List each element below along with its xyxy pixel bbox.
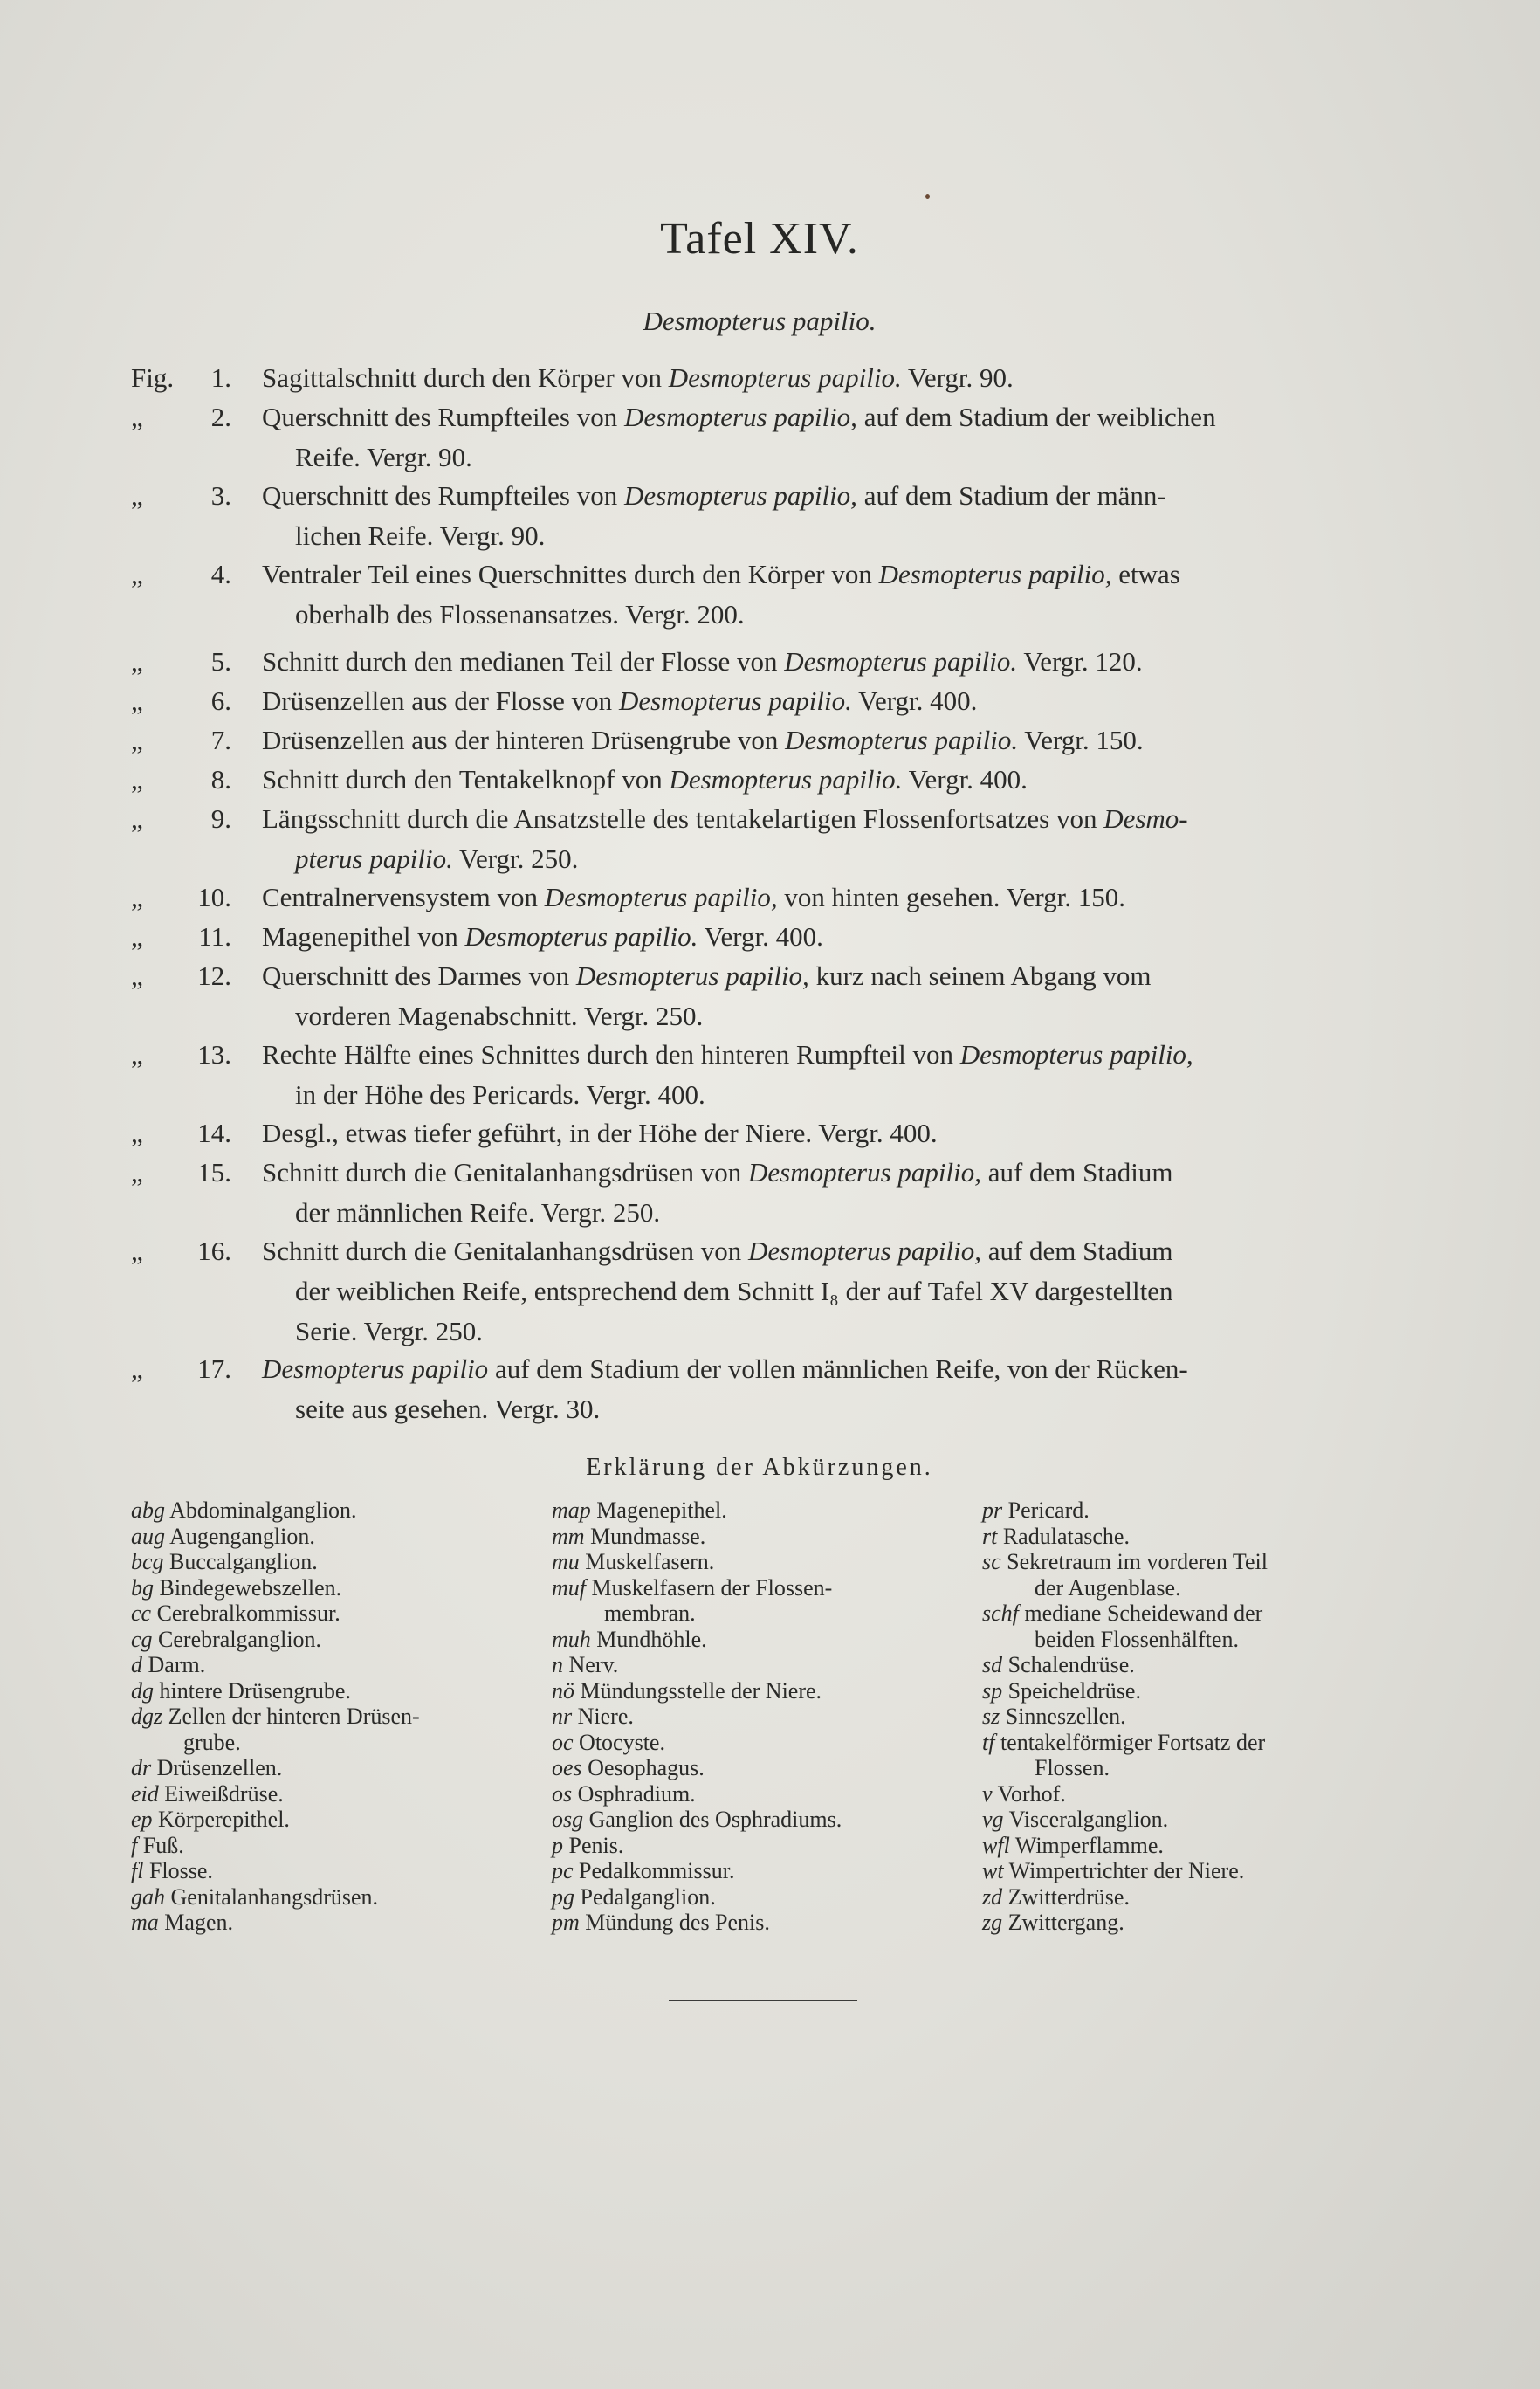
description-text: Vergr. 90. <box>901 362 1014 393</box>
abbreviation-entry <box>131 1601 541 1627</box>
abbreviation-meaning: Pedalkommissur. <box>579 1858 735 1883</box>
abbreviation-entry <box>552 1678 971 1704</box>
species-name: Desmopterus papilio, <box>544 882 778 912</box>
abbreviation-meaning: Flosse. <box>148 1858 213 1883</box>
figure-description-line <box>262 839 1401 879</box>
abbreviation-meaning: Otocyste. <box>579 1729 665 1755</box>
abbreviation-entry <box>131 1524 541 1550</box>
abbreviation-entry <box>552 1858 971 1884</box>
abbreviation-entry <box>552 1884 971 1911</box>
abbreviation-meaning: Magen. <box>164 1910 233 1935</box>
abbreviation-key: pc <box>552 1858 574 1883</box>
figure-description <box>262 642 1401 682</box>
description-text: Magenepithel von <box>262 921 465 952</box>
abbreviation-key: mu <box>552 1549 580 1574</box>
abbreviation-meaning: tentakelförmiger Fortsatz der <box>1000 1729 1266 1755</box>
abbreviation-entry <box>131 1858 541 1884</box>
abbreviation-meaning: Mundmasse. <box>590 1523 706 1549</box>
figure-prefix: „ <box>131 685 143 716</box>
description-text: auf dem Stadium <box>980 1236 1173 1266</box>
abbreviation-entry <box>982 1833 1406 1859</box>
abbreviation-key: cc <box>131 1601 152 1626</box>
figure-description-line <box>262 516 1401 556</box>
abbreviation-key: ep <box>131 1807 153 1832</box>
description-text: Querschnitt des Rumpfteiles von <box>262 402 624 432</box>
figure-number: 13. <box>197 1039 231 1070</box>
abbreviation-entry <box>552 1524 971 1550</box>
description-text: seite aus gesehen. Vergr. 30. <box>295 1394 601 1424</box>
figure-description-line <box>262 681 1401 721</box>
abbreviation-meaning-continued: beiden Flossenhälften. <box>1035 1626 1239 1652</box>
abbreviation-meaning: Fuß. <box>142 1832 184 1858</box>
abbreviation-meaning-continued: Flossen. <box>1035 1755 1110 1780</box>
figure-description <box>262 956 1401 1036</box>
figure-number: 6. <box>210 685 231 716</box>
abbreviations-column-3 <box>982 1497 1406 1936</box>
abbreviation-meaning: Augenganglion. <box>169 1523 315 1549</box>
abbreviation-key: zg <box>982 1910 1003 1935</box>
abbreviation-meaning: Muskelfasern der Flossen- <box>591 1574 833 1601</box>
abbreviation-meaning: Darm. <box>148 1652 206 1677</box>
figure-description-line <box>262 1271 1401 1312</box>
abbreviation-key: eid <box>131 1780 159 1807</box>
abbreviation-key: cg <box>131 1626 153 1652</box>
description-text: Drüsenzellen aus der hinteren Drüsengrube von <box>262 725 786 755</box>
figure-number: 10. <box>197 882 231 912</box>
figure-description <box>262 760 1401 800</box>
abbreviation-meaning: Penis. <box>568 1832 624 1858</box>
abbreviation-entry <box>131 1755 541 1781</box>
figure-description-line <box>262 437 1401 478</box>
figure-description <box>262 720 1401 761</box>
figure-prefix: „ <box>131 764 143 795</box>
description-text: auf dem Stadium der vollen männlichen Reife, von der Rücken- <box>488 1353 1188 1384</box>
abbreviation-meaning-continued: membran. <box>604 1601 696 1626</box>
abbreviation-entry <box>982 1781 1406 1807</box>
description-text: Reife. Vergr. 90. <box>295 442 472 472</box>
abbreviation-key: sd <box>982 1652 1003 1677</box>
figure-number: 16. <box>197 1236 231 1266</box>
abbreviation-key: map <box>552 1497 591 1523</box>
abbreviation-meaning: Abdominalganglion. <box>169 1497 357 1523</box>
abbreviation-meaning: Cerebralganglion. <box>158 1626 322 1652</box>
figure-number: 15. <box>197 1157 231 1188</box>
abbreviation-entry <box>982 1910 1406 1936</box>
abbreviation-meaning: Buccalganglion. <box>169 1549 318 1574</box>
figure-description-line <box>262 642 1401 682</box>
abbreviation-entry <box>552 1652 971 1678</box>
abbreviation-entry <box>982 1652 1406 1678</box>
abbreviation-entry <box>131 1678 541 1704</box>
figure-description <box>262 1035 1401 1115</box>
abbreviation-entry <box>131 1807 541 1833</box>
abbreviation-key: dg <box>131 1677 154 1704</box>
figure-number: 7. <box>210 725 231 755</box>
abbreviation-meaning: Bindegewebszellen. <box>159 1574 342 1601</box>
abbreviation-key: muh <box>552 1626 591 1652</box>
figure-prefix: „ <box>131 1353 143 1384</box>
abbreviation-key: pg <box>552 1883 574 1910</box>
abbreviation-meaning: Pedalganglion. <box>580 1883 716 1910</box>
abbreviation-entry <box>552 1755 971 1781</box>
abbreviation-meaning: Pericard. <box>1007 1497 1090 1523</box>
abbreviation-key: aug <box>131 1523 165 1549</box>
figure-prefix: „ <box>131 1157 143 1188</box>
abbreviation-entry <box>131 1910 541 1936</box>
abbreviation-meaning: Mundhöhle. <box>596 1626 707 1652</box>
figure-prefix: „ <box>131 480 143 511</box>
description-text: Vergr. 150. <box>1018 725 1144 755</box>
description-text: Vergr. 400. <box>851 685 978 716</box>
abbreviation-meaning: Sinneszellen. <box>1005 1704 1126 1729</box>
description-text: Querschnitt des Darmes von <box>262 960 576 991</box>
figure-number: 9. <box>210 803 231 834</box>
abbreviation-entry <box>982 1807 1406 1833</box>
abbreviation-meaning: Magenepithel. <box>596 1497 727 1523</box>
abbreviation-key: oc <box>552 1729 574 1755</box>
abbreviation-entry <box>982 1497 1406 1524</box>
figure-description-line <box>262 996 1401 1036</box>
figure-description-line <box>262 1035 1401 1075</box>
abbreviation-entry <box>131 1549 541 1575</box>
figure-description-line <box>262 1231 1401 1271</box>
description-text: auf dem Stadium <box>980 1157 1173 1188</box>
figure-description <box>262 1231 1401 1352</box>
figure-description-line <box>262 1075 1401 1115</box>
abbreviation-entry <box>131 1497 541 1524</box>
description-text: Querschnitt des Rumpfteiles von <box>262 480 624 511</box>
description-text: kurz nach seinem Abgang vom <box>808 960 1152 991</box>
figure-description-line <box>262 1193 1401 1233</box>
abbreviation-key: abg <box>131 1497 165 1523</box>
figure-number: 12. <box>197 960 231 991</box>
abbreviation-entry <box>131 1652 541 1678</box>
abbreviation-key: v <box>982 1780 993 1807</box>
abbreviation-meaning: Mündungsstelle der Niere. <box>580 1677 822 1704</box>
species-name: Desmopterus papilio. <box>618 685 852 716</box>
figure-prefix: „ <box>131 646 143 677</box>
abbreviation-entry <box>552 1497 971 1524</box>
description-text: Ventraler Teil eines Querschnittes durch den Körper von <box>262 559 879 589</box>
figure-number: 8. <box>210 764 231 795</box>
abbreviation-key: rt <box>982 1523 998 1549</box>
abbreviation-key: pr <box>982 1497 1003 1523</box>
description-text: lichen Reife. Vergr. 90. <box>295 520 546 551</box>
abbreviation-entry <box>131 1884 541 1911</box>
figure-number: 2. <box>210 402 231 432</box>
figure-description <box>262 1113 1401 1153</box>
abbreviation-meaning: Schalendrüse. <box>1007 1652 1135 1677</box>
plate-subtitle: Desmopterus papilio. <box>643 306 877 336</box>
figure-prefix: „ <box>131 921 143 952</box>
description-text: Vergr. 120. <box>1017 646 1143 677</box>
abbreviation-entry <box>552 1575 971 1627</box>
species-name: Desmopterus papilio, <box>959 1039 1193 1070</box>
abbreviations-column-1 <box>131 1497 541 1936</box>
abbreviation-entry <box>982 1858 1406 1884</box>
abbreviation-key: osg <box>552 1807 584 1832</box>
figure-description-line <box>262 1153 1401 1193</box>
description-text: auf dem Stadium der weiblichen <box>856 402 1216 432</box>
description-text: in der Höhe des Pericards. Vergr. 400. <box>295 1079 705 1110</box>
abbreviation-entry <box>552 1833 971 1859</box>
figure-description-line <box>262 799 1401 839</box>
description-text: Vergr. 250. <box>452 843 579 874</box>
abbreviation-key: dr <box>131 1755 152 1780</box>
figure-description <box>262 799 1401 879</box>
description-text: Drüsenzellen aus der Flosse von <box>262 685 619 716</box>
figure-description-line <box>262 476 1401 516</box>
figure-number: 11. <box>198 921 231 952</box>
description-text: Vergr. 400. <box>698 921 823 952</box>
abbreviation-key: zd <box>982 1883 1003 1910</box>
description-text: Schnitt durch den Tentakelknopf von <box>262 764 670 795</box>
abbreviation-key: p <box>552 1832 563 1858</box>
figure-number: 3. <box>210 480 231 511</box>
description-text: Längsschnitt durch die Ansatzstelle des tentakelartigen Flossenfortsatzes von <box>262 803 1104 834</box>
figure-description-line <box>262 595 1401 635</box>
abbreviation-key: vg <box>982 1807 1004 1832</box>
abbreviation-meaning: Osphradium. <box>577 1780 696 1807</box>
description-text: Serie. Vergr. 250. <box>295 1316 483 1346</box>
abbreviation-meaning: Eiweißdrüse. <box>164 1780 284 1807</box>
description-text: vorderen Magenabschnitt. Vergr. 250. <box>295 1001 704 1031</box>
figure-description-line <box>262 358 1401 398</box>
figure-description <box>262 917 1401 957</box>
abbreviation-entry <box>982 1524 1406 1550</box>
figure-number: 4. <box>210 559 231 589</box>
abbreviation-meaning: Körperepithel. <box>158 1807 290 1832</box>
abbreviation-entry <box>131 1781 541 1807</box>
description-text: der männlichen Reife. Vergr. 250. <box>295 1197 661 1228</box>
abbreviation-key: f <box>131 1832 138 1858</box>
figure-number: 1. <box>210 362 231 393</box>
paper-speck <box>925 194 930 199</box>
species-name: Desmo- <box>1103 803 1188 834</box>
figure-prefix: Fig. <box>131 362 175 393</box>
abbreviation-key: tf <box>982 1729 995 1755</box>
abbreviation-meaning: mediane Scheidewand der <box>1024 1601 1263 1626</box>
abbreviation-meaning: Cerebralkommissur. <box>156 1601 340 1626</box>
abbreviation-entry <box>552 1910 971 1936</box>
figure-description <box>262 554 1401 635</box>
description-text: Rechte Hälfte eines Schnittes durch den hinteren Rumpfteil von <box>262 1039 960 1070</box>
species-name: Desmopterus papilio. <box>784 646 1018 677</box>
figure-prefix: „ <box>131 725 143 755</box>
abbreviation-entry <box>552 1704 971 1730</box>
figure-description <box>262 358 1401 398</box>
abbreviation-entry <box>131 1704 541 1755</box>
figure-description-line <box>262 1312 1401 1352</box>
figure-prefix: „ <box>131 1118 143 1148</box>
figure-description-line <box>262 1389 1401 1429</box>
description-text: von hinten gesehen. Vergr. 150. <box>777 882 1125 912</box>
species-name: Desmopterus papilio, <box>624 480 857 511</box>
abbreviation-entry <box>552 1807 971 1833</box>
description-text: Desgl., etwas tiefer geführt, in der Höhe der Niere. Vergr. 400. <box>262 1118 938 1148</box>
description-text: etwas <box>1111 559 1180 589</box>
description-text: Sagittalschnitt durch den Körper von <box>262 362 669 393</box>
abbreviations-heading: Erklärung der Abkürzungen. <box>586 1454 933 1481</box>
figure-prefix: „ <box>131 882 143 912</box>
species-name: Desmopterus papilio, <box>748 1157 981 1188</box>
abbreviation-key: muf <box>552 1574 586 1601</box>
description-text: Centralnervensystem von <box>262 882 545 912</box>
plate-title: Tafel XIV. <box>660 214 859 264</box>
description-text: Vergr. 400. <box>902 764 1028 795</box>
abbreviation-meaning: Oesophagus. <box>588 1755 705 1780</box>
abbreviation-key: nö <box>552 1677 574 1704</box>
abbreviation-key: d <box>131 1652 142 1677</box>
figure-number: 14. <box>197 1118 231 1148</box>
description-text: Schnitt durch die Genitalanhangsdrüsen von <box>262 1157 749 1188</box>
abbreviation-meaning: Genitalanhangsdrüsen. <box>170 1883 379 1910</box>
abbreviation-entry <box>552 1627 971 1653</box>
figure-description <box>262 397 1401 478</box>
description-text: oberhalb des Flossenansatzes. Vergr. 200. <box>295 599 745 630</box>
figure-description-line <box>262 1113 1401 1153</box>
closing-rule <box>669 2000 857 2001</box>
figure-number: 17. <box>197 1353 231 1384</box>
abbreviation-key: fl <box>131 1858 144 1883</box>
abbreviation-key: schf <box>982 1601 1019 1626</box>
figure-description <box>262 681 1401 721</box>
abbreviation-entry <box>982 1730 1406 1781</box>
species-name: pterus papilio. <box>295 843 453 874</box>
figure-description-line <box>262 554 1401 595</box>
abbreviation-entry <box>982 1549 1406 1601</box>
abbreviation-entry <box>982 1601 1406 1652</box>
abbreviation-meaning: Zwitterdrüse. <box>1007 1883 1130 1910</box>
description-text: Schnitt durch den medianen Teil der Flosse von <box>262 646 785 677</box>
abbreviation-meaning: Nerv. <box>568 1652 619 1677</box>
abbreviation-entry <box>552 1781 971 1807</box>
description-text: der weiblichen Reife, entsprechend dem Schnitt I₈ der auf Tafel XV dargestellten <box>295 1276 1173 1306</box>
abbreviation-meaning-continued: der Augenblase. <box>1035 1574 1181 1601</box>
abbreviation-meaning: hintere Drüsengrube. <box>159 1677 351 1704</box>
abbreviation-meaning: Wimperflamme. <box>1014 1832 1164 1858</box>
description-text: auf dem Stadium der männ- <box>856 480 1166 511</box>
abbreviation-entry <box>982 1704 1406 1730</box>
abbreviation-meaning: Wimpertrichter der Niere. <box>1008 1858 1245 1883</box>
abbreviation-key: sc <box>982 1549 1001 1574</box>
figure-description <box>262 476 1401 556</box>
abbreviation-key: gah <box>131 1883 165 1910</box>
abbreviation-meaning: Speicheldrüse. <box>1007 1677 1141 1704</box>
description-text: Schnitt durch die Genitalanhangsdrüsen von <box>262 1236 749 1266</box>
abbreviation-key: bg <box>131 1574 154 1601</box>
abbreviation-meaning: Mündung des Penis. <box>585 1910 770 1935</box>
abbreviation-key: os <box>552 1780 573 1807</box>
abbreviation-key: wfl <box>982 1832 1010 1858</box>
abbreviation-meaning: Vorhof. <box>997 1780 1066 1807</box>
abbreviation-meaning-continued: grube. <box>183 1729 241 1755</box>
figure-prefix: „ <box>131 559 143 589</box>
species-name: Desmopterus papilio, <box>748 1236 981 1266</box>
abbreviation-key: dgz <box>131 1704 163 1729</box>
abbreviation-key: sz <box>982 1704 1000 1729</box>
abbreviation-meaning: Drüsenzellen. <box>156 1755 283 1780</box>
species-name: Desmopterus papilio <box>262 1353 489 1384</box>
abbreviation-entry <box>982 1678 1406 1704</box>
figure-description-line <box>262 956 1401 996</box>
abbreviation-entry <box>131 1575 541 1601</box>
abbreviation-meaning: Visceralganglion. <box>1008 1807 1169 1832</box>
abbreviation-meaning: Muskelfasern. <box>585 1549 715 1574</box>
species-name: Desmopterus papilio, <box>624 402 857 432</box>
figure-description-line <box>262 720 1401 761</box>
abbreviation-meaning: Zwittergang. <box>1007 1910 1124 1935</box>
abbreviation-key: sp <box>982 1677 1003 1704</box>
species-name: Desmopterus papilio. <box>668 362 902 393</box>
abbreviation-meaning: Radulatasche. <box>1002 1523 1130 1549</box>
abbreviation-entry <box>552 1730 971 1756</box>
figure-prefix: „ <box>131 1236 143 1266</box>
abbreviation-entry <box>131 1833 541 1859</box>
species-name: Desmopterus papilio. <box>669 764 903 795</box>
figure-prefix: „ <box>131 402 143 432</box>
figure-description-line <box>262 917 1401 957</box>
abbreviations-column-2 <box>552 1497 971 1936</box>
abbreviation-key: nr <box>552 1704 573 1729</box>
abbreviation-key: n <box>552 1652 563 1677</box>
abbreviation-entry <box>552 1549 971 1575</box>
figure-prefix: „ <box>131 960 143 991</box>
figure-description-line <box>262 760 1401 800</box>
abbreviation-key: wt <box>982 1858 1004 1883</box>
species-name: Desmopterus papilio, <box>878 559 1112 589</box>
abbreviation-key: ma <box>131 1910 159 1935</box>
abbreviation-key: bcg <box>131 1549 164 1574</box>
figure-number: 5. <box>210 646 231 677</box>
figure-description-line <box>262 1349 1401 1389</box>
abbreviation-meaning: Sekretraum im vorderen Teil <box>1007 1549 1268 1574</box>
figure-prefix: „ <box>131 1039 143 1070</box>
abbreviation-key: mm <box>552 1523 585 1549</box>
abbreviation-key: pm <box>552 1910 580 1935</box>
abbreviation-key: oes <box>552 1755 582 1780</box>
abbreviation-meaning: Zellen der hinteren Drüsen- <box>168 1704 420 1729</box>
species-name: Desmopterus papilio. <box>464 921 698 952</box>
abbreviation-entry <box>982 1884 1406 1911</box>
abbreviation-meaning: Niere. <box>577 1704 634 1729</box>
figure-description <box>262 878 1401 918</box>
figure-description <box>262 1153 1401 1233</box>
figure-description-line <box>262 397 1401 437</box>
figure-description-line <box>262 878 1401 918</box>
species-name: Desmopterus papilio. <box>785 725 1019 755</box>
abbreviation-entry <box>131 1627 541 1653</box>
figure-prefix: „ <box>131 803 143 834</box>
figure-description <box>262 1349 1401 1429</box>
species-name: Desmopterus papilio, <box>575 960 809 991</box>
abbreviation-meaning: Ganglion des Osphradiums. <box>588 1807 842 1832</box>
